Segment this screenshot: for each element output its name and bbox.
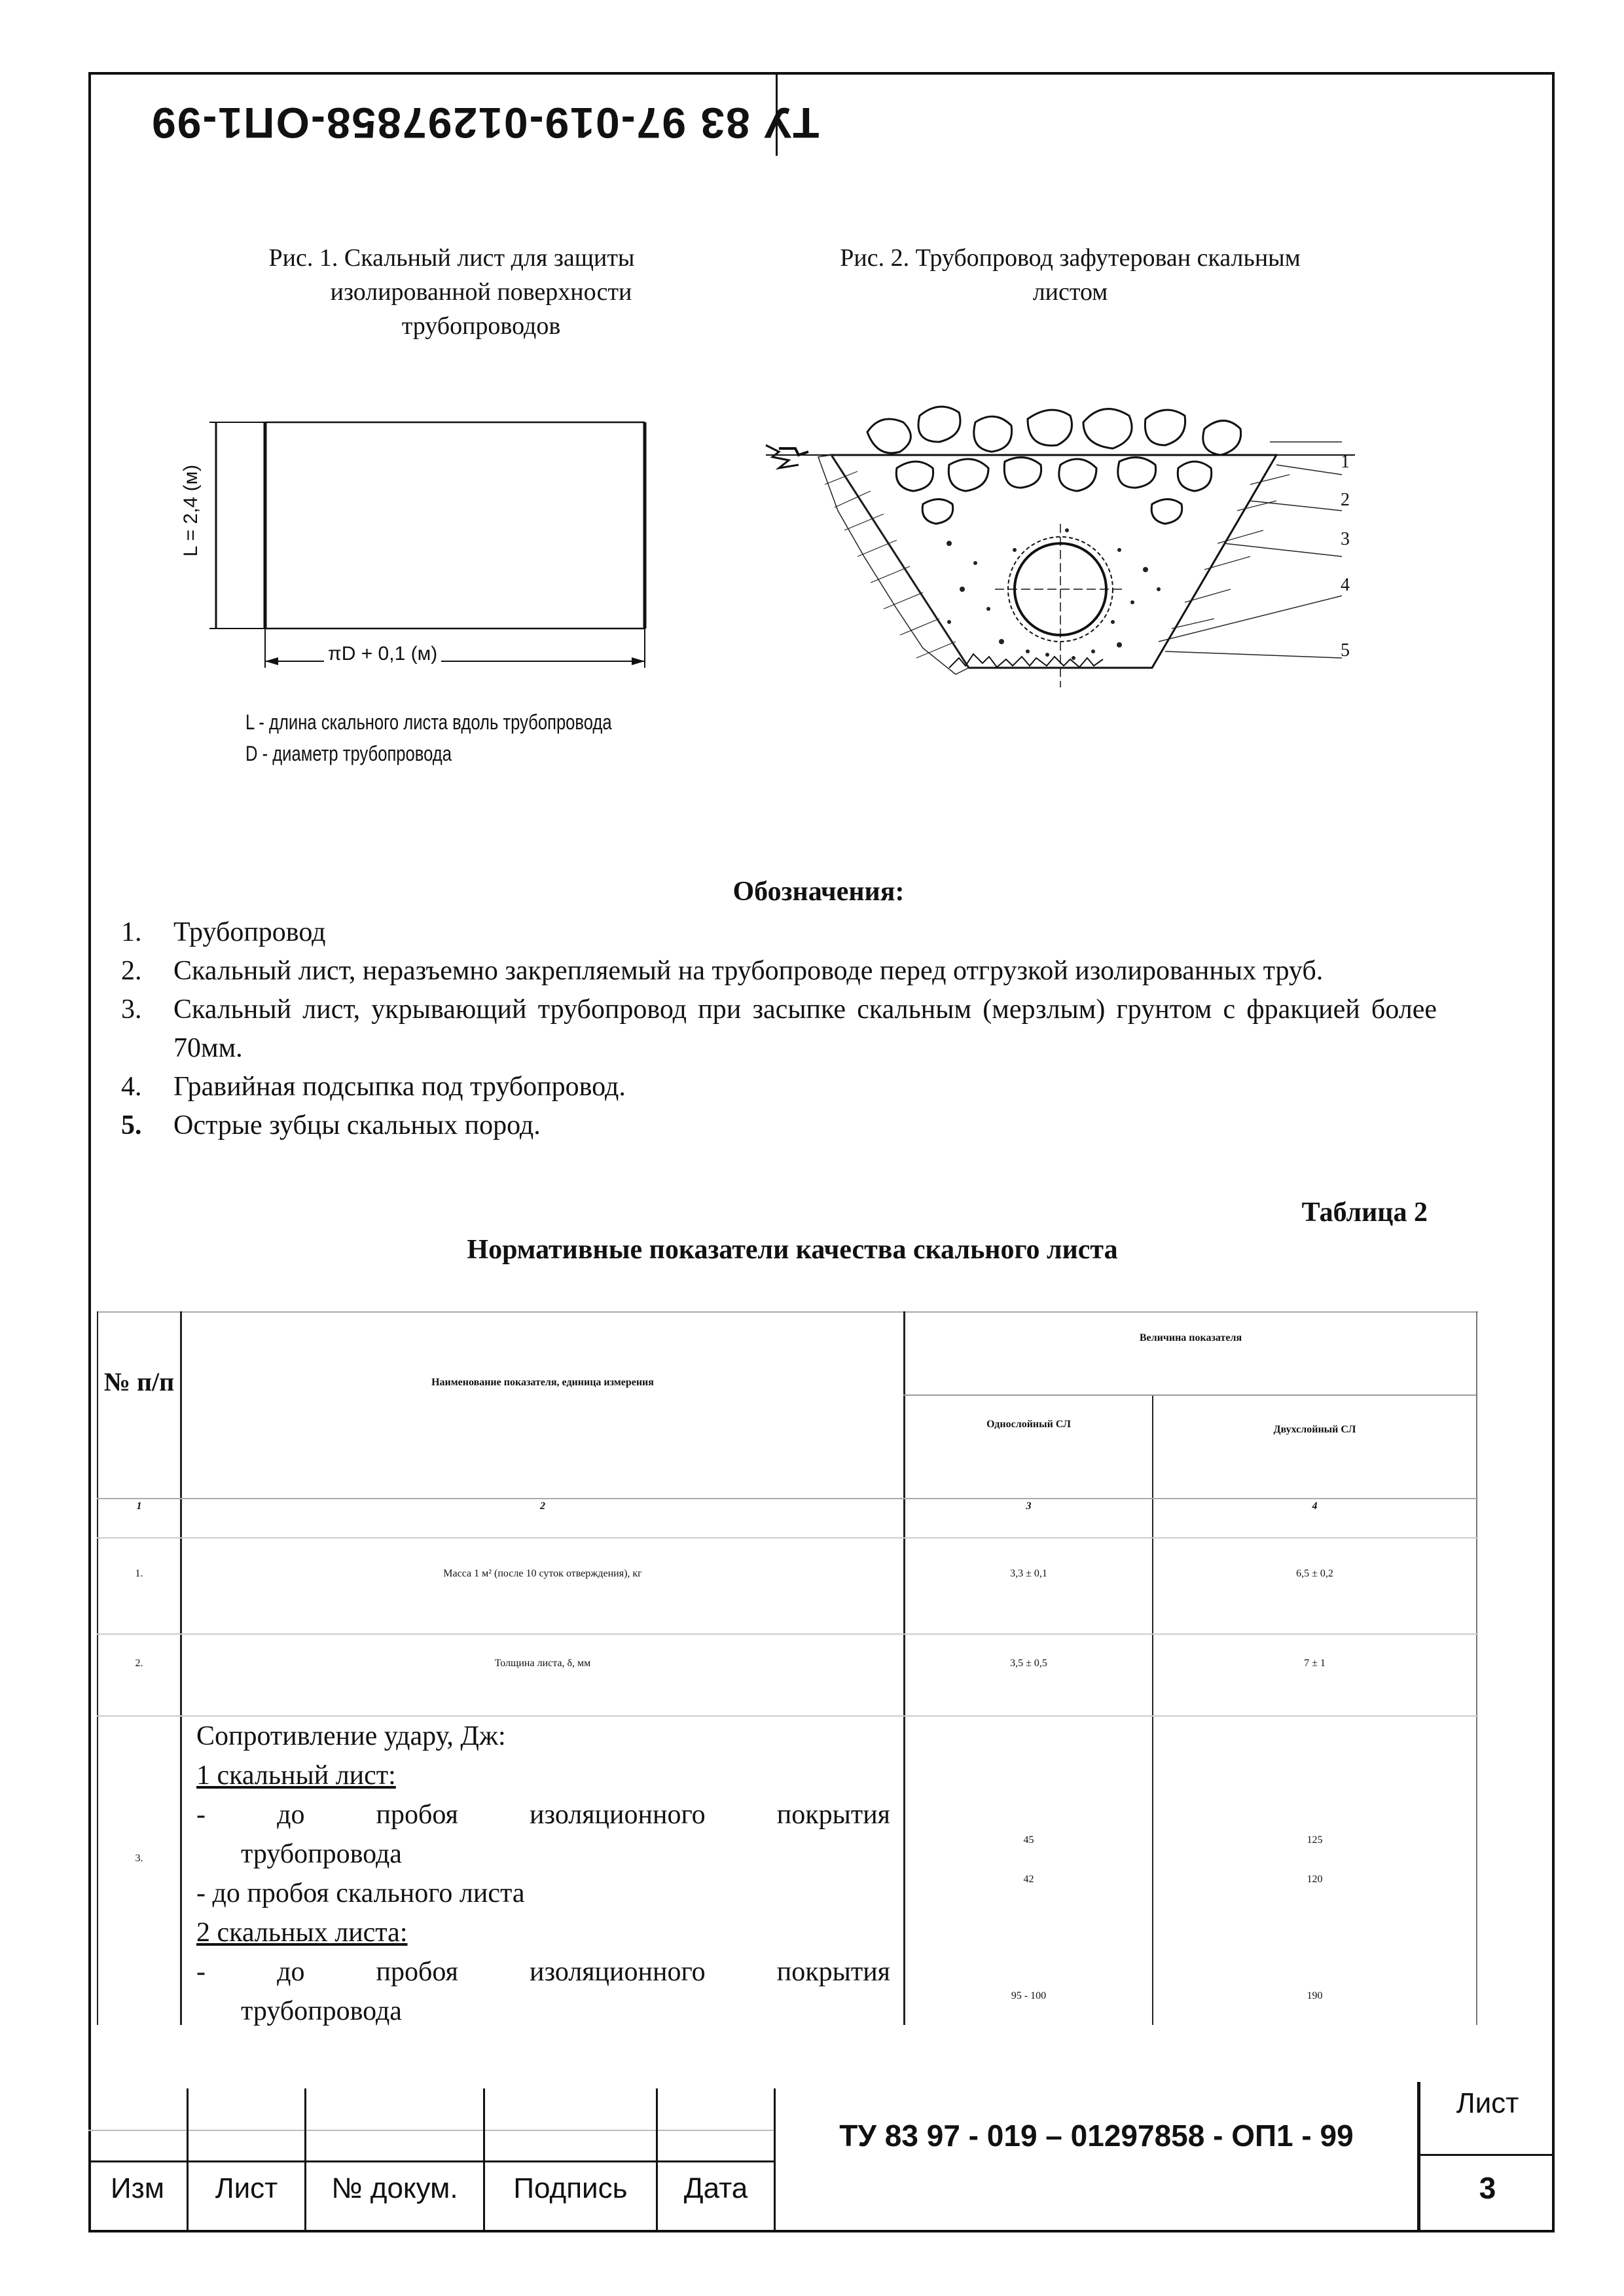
- row3-b1-double: 190: [1307, 1990, 1323, 2001]
- figure1-caption: [196, 241, 707, 343]
- figure1-length-dim: [165, 426, 217, 596]
- row3-a1-single: 45: [1023, 1834, 1034, 1846]
- figure1-legend-d: D - диаметр трубопровода: [245, 742, 452, 765]
- figure1-caption-line: трубопроводов: [401, 312, 561, 340]
- header-double-layer: Двухслойный СЛ: [1273, 1424, 1356, 1435]
- label-doc-number: № докум.: [331, 2172, 458, 2204]
- figure1-caption-line: Рис. 1. Скальный лист для защиты: [268, 244, 635, 272]
- list-item: [121, 913, 1437, 952]
- figure2-callout: 3: [1341, 529, 1350, 549]
- item-text: Скальный лист, укрывающий трубопровод при засыпке скальным (мерзлым) грунтом с фракцией более 70мм.: [173, 994, 1437, 1063]
- figure2-callout: 4: [1341, 575, 1350, 595]
- figure1-legend-l: L - длина скального листа вдоль трубопровода: [245, 710, 612, 734]
- list-item: [121, 1106, 1437, 1145]
- title-block-col: [483, 2088, 485, 2232]
- row-num: 2.: [135, 1658, 143, 1669]
- title-block-rule: [88, 2160, 776, 2162]
- sheet-number: 3: [1479, 2171, 1496, 2205]
- table-label: Таблица 2: [1301, 1197, 1428, 1228]
- title-block-col: [187, 2088, 189, 2232]
- row3-b1b: трубопровода: [241, 1996, 402, 2026]
- row3-title: Сопротивление удару, Дж:: [196, 1721, 506, 1751]
- row3-b1-single: 95 - 100: [1011, 1990, 1047, 2001]
- row-name: Толщина листа, δ, мм: [494, 1658, 591, 1669]
- figure1-width-label: πD + 0,1 (м): [324, 643, 441, 665]
- header-value-group: Величина показателя: [1139, 1332, 1242, 1343]
- table-col-rule: [1152, 1394, 1153, 2025]
- item-number: 1.: [121, 917, 142, 947]
- label-list: Лист: [215, 2172, 278, 2204]
- row3-name: [196, 1717, 890, 2031]
- title-block-doc-code: ТУ 83 97 - 019 – 01297858 - ОП1 - 99: [839, 2119, 1354, 2153]
- item-number: 4.: [121, 1072, 142, 1102]
- item-number: 3.: [121, 994, 142, 1025]
- item-number: 2.: [121, 956, 142, 986]
- title-block-rule: [1417, 2154, 1555, 2156]
- row3-a2: - до пробоя скального листа: [196, 1878, 525, 1908]
- row3-sub1: 1 скальный лист:: [196, 1760, 396, 1791]
- top-stamp-code: ТУ 83 97-019-01297858-ОП1-99: [151, 99, 820, 147]
- figure2-callout: 2: [1341, 490, 1350, 510]
- figure2-pipe-trench-drawing: [753, 393, 1381, 694]
- figure2-callout: 1: [1341, 452, 1350, 472]
- header-name: Наименование показателя, единица измерения: [431, 1377, 654, 1388]
- figure2-caption-line: Рис. 2. Трубопровод зафутерован скальным: [840, 244, 1301, 272]
- table-group-rule: [903, 1394, 1476, 1396]
- row-single: 3,3 ± 0,1: [1010, 1568, 1047, 1579]
- table-header-rule: [97, 1498, 1478, 1499]
- list-item: [121, 991, 1437, 1068]
- header-single-layer: Однослойный СЛ: [986, 1419, 1071, 1430]
- row-double: 6,5 ± 0,2: [1296, 1568, 1333, 1579]
- table-top-rule: [97, 1311, 1478, 1313]
- title-block-col: [656, 2088, 658, 2232]
- row3-a1b: трубопровода: [241, 1839, 402, 1869]
- row-num: 1.: [135, 1568, 143, 1579]
- list-item: [121, 952, 1437, 991]
- item-text: Гравийная подсыпка под трубопровод.: [173, 1072, 626, 1102]
- col-number: 3: [1026, 1501, 1032, 1512]
- row3-a2-single: 42: [1023, 1874, 1034, 1885]
- col-number: 1: [136, 1501, 142, 1512]
- label-signature: Подпись: [513, 2172, 628, 2204]
- title-block-rule: [88, 2130, 776, 2131]
- row-name-text: Масса 1 м² (после 10 суток отверждения), кг: [443, 1568, 642, 1579]
- figure2-callout: 5: [1341, 640, 1350, 661]
- sheet-label: Лист: [1456, 2087, 1519, 2119]
- table-title: Нормативные показатели качества скального листа: [467, 1235, 1118, 1265]
- row3-b1: - до пробоя изоляционного покрытия: [196, 1957, 890, 1987]
- label-izm: Изм: [110, 2172, 165, 2204]
- row-single: 3,5 ± 0,5: [1010, 1658, 1047, 1669]
- col-number: 4: [1312, 1501, 1318, 1512]
- item-text: Трубопровод: [173, 917, 326, 947]
- table-right-rule: [1476, 1311, 1477, 2025]
- table-row-rule: [97, 1633, 1478, 1635]
- title-block-col: [304, 2088, 306, 2232]
- row-num: 3.: [135, 1853, 143, 1864]
- row3-a1: - до пробоя изоляционного покрытия: [196, 1800, 890, 1830]
- item-text: Острые зубцы скальных пород.: [173, 1110, 541, 1140]
- label-date: Дата: [683, 2172, 748, 2204]
- header-num: № п/п: [103, 1367, 175, 1396]
- title-block-col: [774, 2088, 776, 2232]
- figure1-caption-line: изолированной поверхности: [330, 278, 632, 306]
- row3-a2-double: 120: [1307, 1874, 1323, 1885]
- figure1-rock-sheet-drawing: [164, 406, 661, 681]
- item-number: 5.: [121, 1110, 142, 1140]
- row-double: 7 ± 1: [1304, 1658, 1326, 1669]
- item-text: Скальный лист, неразъемно закрепляемый на трубопроводе перед отгрузкой изолированных труб.: [173, 956, 1324, 986]
- figure2-caption: [766, 241, 1375, 309]
- designations-list: [121, 913, 1437, 1145]
- col-number: 2: [540, 1501, 545, 1512]
- figure1-length-label: L = 2,4 (м): [180, 464, 202, 557]
- designations-title: Обозначения:: [732, 877, 905, 907]
- row3-sub2: 2 скальных листа:: [196, 1918, 408, 1948]
- row-name: [182, 1568, 903, 1580]
- figure2-caption-line: листом: [1032, 278, 1108, 306]
- list-item: [121, 1068, 1437, 1106]
- table-row-rule: [97, 1537, 1478, 1539]
- row3-a1-double: 125: [1307, 1834, 1323, 1846]
